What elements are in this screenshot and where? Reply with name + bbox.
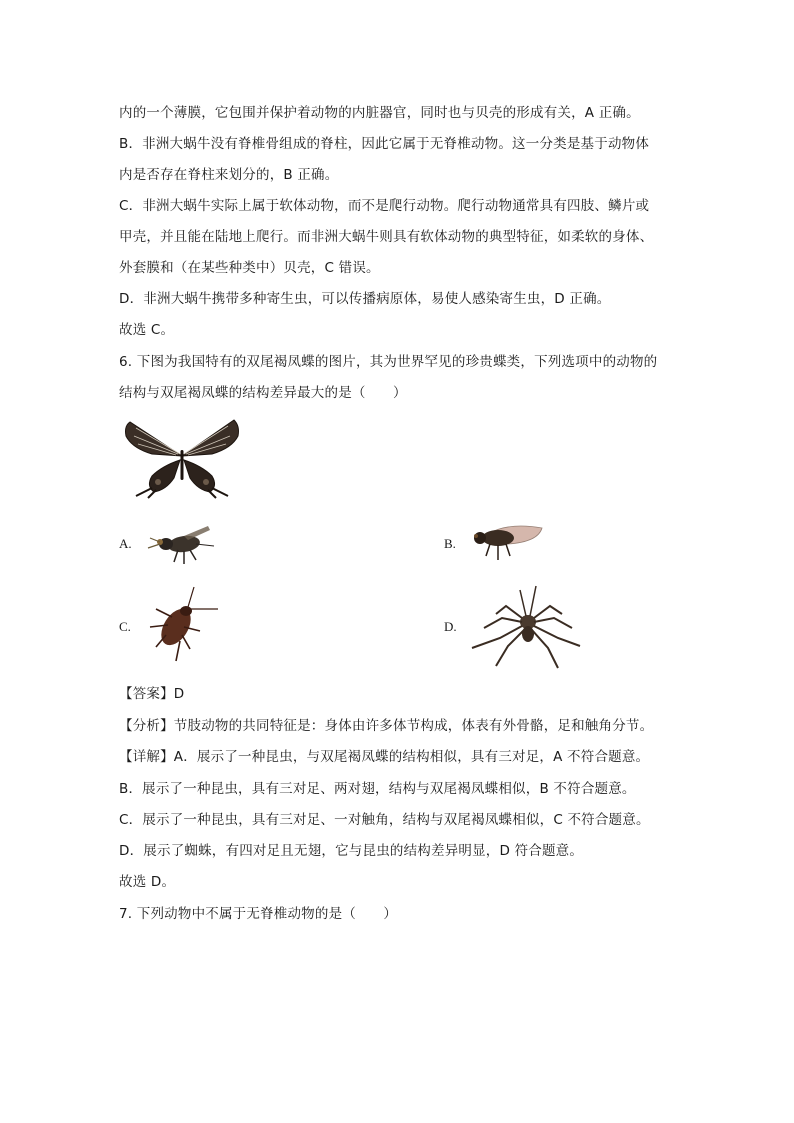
question-6-stem: 6. 下图为我国特有的双尾褐凤蝶的图片，其为世界罕见的珍贵蝶类，下列选项中的动物的 <box>119 354 658 370</box>
cockroach-image <box>146 583 224 667</box>
text-line: 甲壳，并且能在陆地上爬行。而非洲大蜗牛则具有软体动物的典型特征，如柔软的身体、 <box>119 229 654 245</box>
option-c-label: C. <box>119 619 131 634</box>
butterfly-image <box>122 418 242 500</box>
spider-image <box>466 584 586 670</box>
detail-line: 【详解】A．展示了一种昆虫，与双尾褐凤蝶的结构相似，具有三对足，A 不符合题意。 <box>119 749 650 765</box>
option-a-label: A. <box>119 536 132 551</box>
analysis-line: 【分析】节肢动物的共同特征是：身体由许多体节构成，体表有外骨骼，足和触角分节。 <box>119 718 654 734</box>
text-line: 外套膜和（在某些种类中）贝壳，C 错误。 <box>119 260 380 276</box>
question-6-stem: 结构与双尾褐凤蝶的结构差异最大的是（ ） <box>119 385 407 401</box>
text-line: C．非洲大蜗牛实际上属于软体动物，而不是爬行动物。爬行动物通常具有四肢、鳞片或 <box>119 198 650 214</box>
fly-image <box>144 518 218 570</box>
text-line: 内的一个薄膜，它包围并保护着动物的内脏器官，同时也与贝壳的形成有关，A 正确。 <box>119 105 640 121</box>
option-d-label: D. <box>444 619 457 634</box>
text-line: 故选 C。 <box>119 322 175 338</box>
text-line: 内是否存在脊柱来划分的，B 正确。 <box>119 167 339 183</box>
answer-line: 【答案】D <box>119 686 185 702</box>
detail-line: D．展示了蜘蛛，有四对足且无翅，它与昆虫的结构差异明显，D 符合题意。 <box>119 843 584 859</box>
text-line: B．非洲大蜗牛没有脊椎骨组成的脊柱，因此它属于无脊椎动物。这一分类是基于动物体 <box>119 136 650 152</box>
option-b-label: B. <box>444 536 456 551</box>
detail-line: C．展示了一种昆虫，具有三对足、一对触角，结构与双尾褐凤蝶相似，C 不符合题意。 <box>119 812 650 828</box>
detail-line: B．展示了一种昆虫，具有三对足、两对翅，结构与双尾褐凤蝶相似，B 不符合题意。 <box>119 781 636 797</box>
conclusion-line: 故选 D。 <box>119 874 176 890</box>
cicada-image <box>468 516 546 564</box>
text-line: D．非洲大蜗牛携带多种寄生虫，可以传播病原体，易使人感染寄生虫，D 正确。 <box>119 291 611 307</box>
question-7-stem: 7. 下列动物中不属于无脊椎动物的是（ ） <box>119 906 398 922</box>
